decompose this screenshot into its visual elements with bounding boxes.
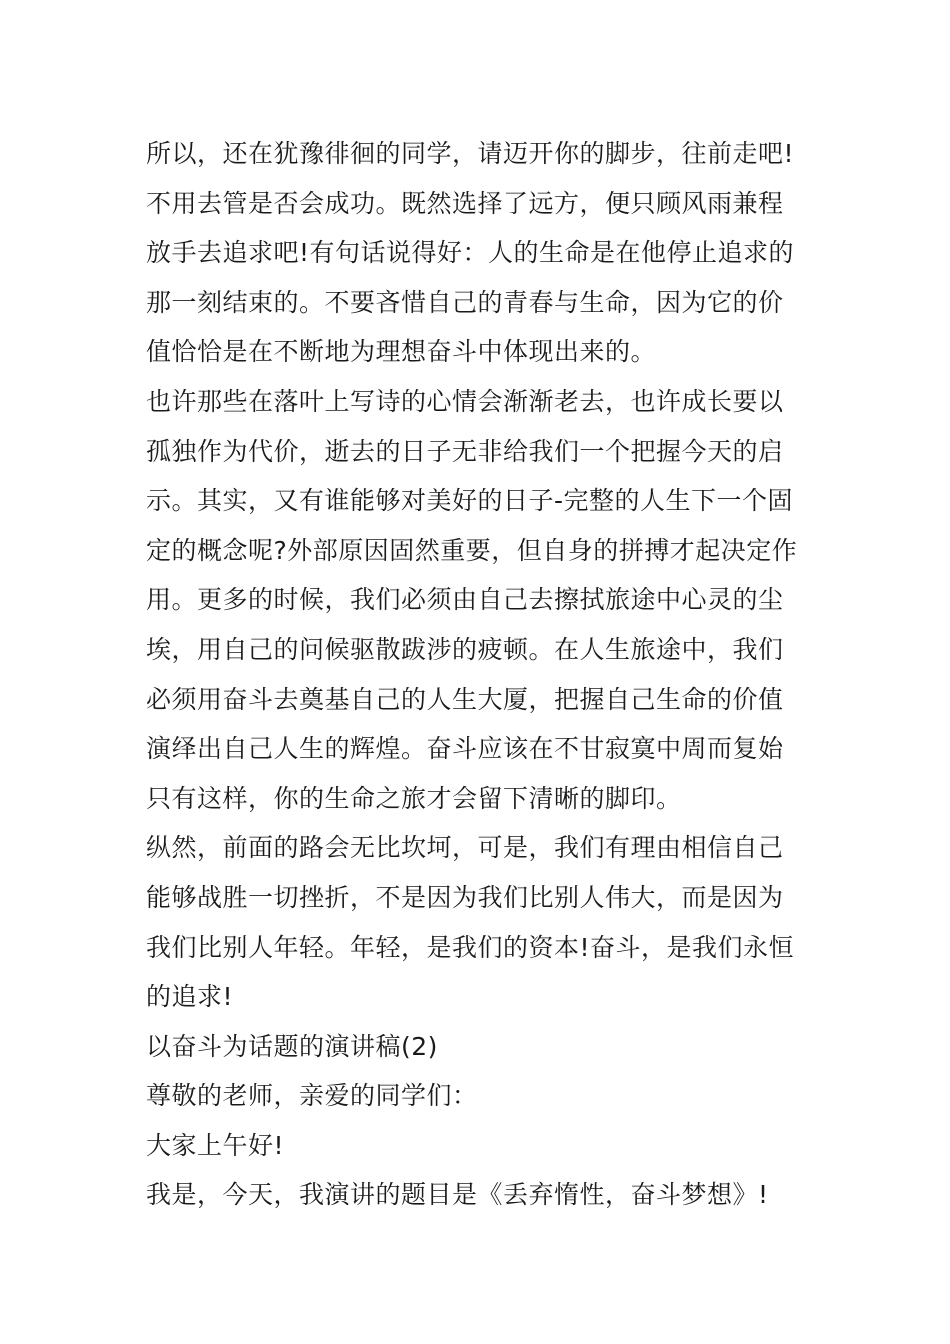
text-line: 值恰恰是在不断地为理想奋斗中体现出来的。 <box>146 337 657 367</box>
text-line: 纵然，前面的路会无比坎坷，可是，我们有理由相信自己 <box>146 833 784 863</box>
text-line: 定的概念呢?外部原因固然重要，但自身的拼搏才起决定作 <box>146 535 798 565</box>
text-line: 示。其实，又有谁能够对美好的日子-完整的人生下一个固 <box>146 486 794 516</box>
text-line: 必须用奋斗去奠基自己的人生大厦，把握自己生命的价值 <box>146 684 784 714</box>
text-line: 只有这样，你的生命之旅才会留下清晰的脚印。 <box>146 783 682 813</box>
text-line: 埃，用自己的问候驱散跋涉的疲顿。在人生旅途中，我们 <box>146 634 784 664</box>
text-line: 能够战胜一切挫折，不是因为我们比别人伟大，而是因为 <box>146 882 784 912</box>
greeting: 大家上午好! <box>146 1130 285 1160</box>
text-line: 所以，还在犹豫徘徊的同学，请迈开你的脚步，往前走吧! <box>146 139 795 168</box>
text-line: 那一刻结束的。不要吝惜自己的青春与生命，因为它的价 <box>146 287 784 317</box>
section-heading: 以奋斗为话题的演讲稿(2) <box>146 1031 438 1061</box>
document-body <box>146 129 810 1220</box>
text-line: 我们比别人年轻。年轻，是我们的资本!奋斗，是我们永恒 <box>146 932 795 962</box>
text-line: 我是，今天，我演讲的题目是《丢弃惰性，奋斗梦想》! <box>146 1180 769 1210</box>
text-line: 也许那些在落叶上写诗的心情会渐渐老去，也许成长要以 <box>146 386 784 416</box>
text-line: 放手去追求吧!有句话说得好：人的生命是在他停止追求的 <box>146 238 795 268</box>
text-line: 的追求! <box>146 982 234 1012</box>
text-line: 孤独作为代价，逝去的日子无非给我们一个把握今天的启 <box>146 436 784 466</box>
text-line: 不用去管是否会成功。既然选择了远方，便只顾风雨兼程 <box>146 188 784 218</box>
text-line: 用。更多的时候，我们必须由自己去擦拭旅途中心灵的尘 <box>146 585 784 615</box>
salutation: 尊敬的老师，亲爱的同学们： <box>146 1081 478 1111</box>
text-line: 演绎出自己人生的辉煌。奋斗应该在不甘寂寞中周而复始 <box>146 734 784 764</box>
